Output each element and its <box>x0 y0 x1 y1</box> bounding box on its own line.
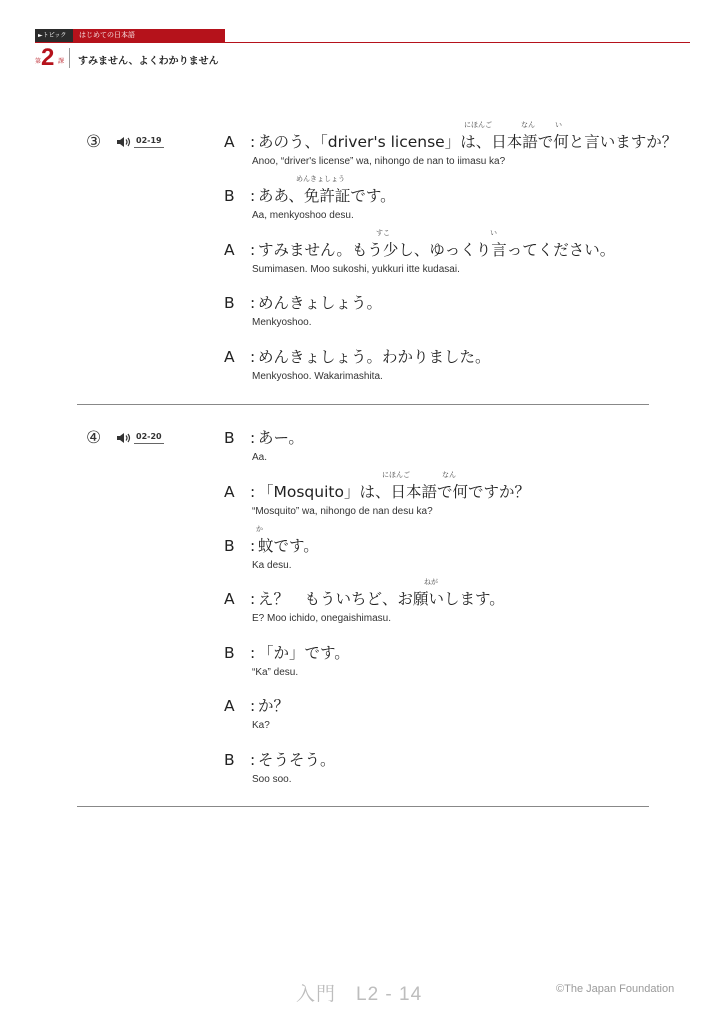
japanese-text: すみません。もう少し、ゆっくり言ってください。 <box>258 241 616 259</box>
lesson-divider <box>69 48 70 68</box>
dialogue-line: B : あー。 Aa. <box>224 429 304 463</box>
copyright: ©The Japan Foundation <box>556 983 675 995</box>
speaker-label: A <box>224 483 235 501</box>
romaji-text: “Mosquito” wa, nihongo de nan desu ka? <box>252 506 433 517</box>
romaji-text: “Ka” desu. <box>252 667 299 678</box>
speaker-label: A <box>224 697 235 715</box>
speaker-label: B <box>224 294 235 312</box>
audio-code: 02-19 <box>134 136 164 148</box>
furigana: なん <box>521 121 535 129</box>
japanese-text: 蚊です。 <box>258 537 319 555</box>
furigana: か <box>256 525 263 533</box>
section-number: ③ <box>86 132 102 152</box>
lesson-prefix: 第 <box>35 58 42 65</box>
dialogue-line: B : 「か」です。 “Ka” desu. <box>224 644 350 678</box>
japanese-text: あー。 <box>258 429 304 447</box>
romaji-text: Aa. <box>252 452 268 463</box>
romaji-text: Menkyoshoo. Wakarimashita. <box>252 371 383 382</box>
furigana: にほんご <box>464 121 492 129</box>
furigana: すこ <box>376 229 390 237</box>
romaji-text: Soo soo. <box>252 774 292 785</box>
book-title-bar: はじめての日本語 <box>73 29 225 42</box>
speaker-icon <box>115 135 133 149</box>
dialogue-line: にほんご なん い A : あのう、「driver's license」は、日本語で何と言いますか？ Anoo, “driver's license” wa, nihongo de nan to iimasu ka? <box>224 121 678 167</box>
dialogue-line: A : めんきょしょう。わかりました。 Menkyoshoo. Wakarimashita. <box>224 348 491 382</box>
dialogue-line: か B : 蚊です。 Ka desu. <box>224 525 319 571</box>
audio-track[interactable] <box>115 431 171 445</box>
japanese-text: 「Mosquito」は、日本語で何ですか？ <box>258 483 530 501</box>
section-divider <box>77 404 649 405</box>
furigana: なん <box>442 471 456 479</box>
japanese-text: あのう、「driver's license」は、日本語で何と言いますか？ <box>258 133 678 151</box>
section-number: ④ <box>86 428 102 448</box>
japanese-text: めんきょしょう。わかりました。 <box>258 348 491 366</box>
japanese-text: めんきょしょう。 <box>258 294 383 312</box>
dialogue-line: B : そうそう。 Soo soo. <box>224 751 336 785</box>
romaji-text: E? Moo ichido, onegaishimasu. <box>252 613 391 624</box>
japanese-text: え？ もういちど、お願いします。 <box>258 590 505 608</box>
dialogue-line: B : めんきょしょう。 Menkyoshoo. <box>224 294 383 328</box>
romaji-text: Sumimasen. Moo sukoshi, yukkuri itte kudasai. <box>252 264 460 275</box>
lesson-title: すみません、よくわかりません <box>78 56 219 67</box>
furigana: い <box>490 229 497 237</box>
romaji-text: Menkyoshoo. <box>252 317 312 328</box>
japanese-text: ああ、免許証です。 <box>258 187 396 205</box>
speaker-label: B <box>224 644 235 662</box>
speaker-label: B <box>224 187 235 205</box>
romaji-text: Aa, menkyoshoo desu. <box>252 210 354 221</box>
dialogue-line: めんきょしょう B : ああ、免許証です。 Aa, menkyoshoo desu. <box>224 175 396 221</box>
page-number: 入門 L2 - 14 <box>296 984 423 1005</box>
dialogue-line: A : か？ Ka? <box>224 697 290 731</box>
speaker-label: B <box>224 429 235 447</box>
lesson-suffix: 課 <box>58 58 65 65</box>
romaji-text: Anoo, “driver's license” wa, nihongo de nan to iimasu ka? <box>252 156 506 167</box>
japanese-text: か？ <box>258 697 290 715</box>
speaker-label: B <box>224 751 235 769</box>
dialogue-line: にほんご なん A : 「Mosquito」は、日本語で何ですか？ “Mosquito” wa, nihongo de nan desu ka? <box>224 471 530 517</box>
speaker-label: B <box>224 537 235 555</box>
romaji-text: Ka? <box>252 720 270 731</box>
dialogue-line: すこ い A : すみません。もう少し、ゆっくり言ってください。 Sumimasen. Moo sukoshi, yukkuri itte kudasai. <box>224 229 616 275</box>
audio-code: 02-20 <box>134 432 164 444</box>
speaker-icon <box>115 431 133 445</box>
japanese-text: そうそう。 <box>258 751 336 769</box>
audio-track[interactable] <box>115 135 171 149</box>
section-divider <box>77 806 649 807</box>
furigana: い <box>555 121 562 129</box>
furigana: めんきょしょう <box>296 175 345 183</box>
speaker-label: A <box>224 590 235 608</box>
dialogue-line: ねが A : え？ もういちど、お願いします。 E? Moo ichido, onegaishimasu. <box>224 578 505 624</box>
speaker-label: A <box>224 348 235 366</box>
topic-tag: ►トピック <box>35 29 73 42</box>
furigana: にほんご <box>382 471 410 479</box>
romaji-text: Ka desu. <box>252 560 292 571</box>
speaker-label: A <box>224 241 235 259</box>
japanese-text: 「か」です。 <box>258 644 350 662</box>
speaker-label: A <box>224 133 235 151</box>
lesson-number: 2 <box>41 44 55 71</box>
furigana: ねが <box>424 578 438 586</box>
header-rule <box>35 42 690 43</box>
